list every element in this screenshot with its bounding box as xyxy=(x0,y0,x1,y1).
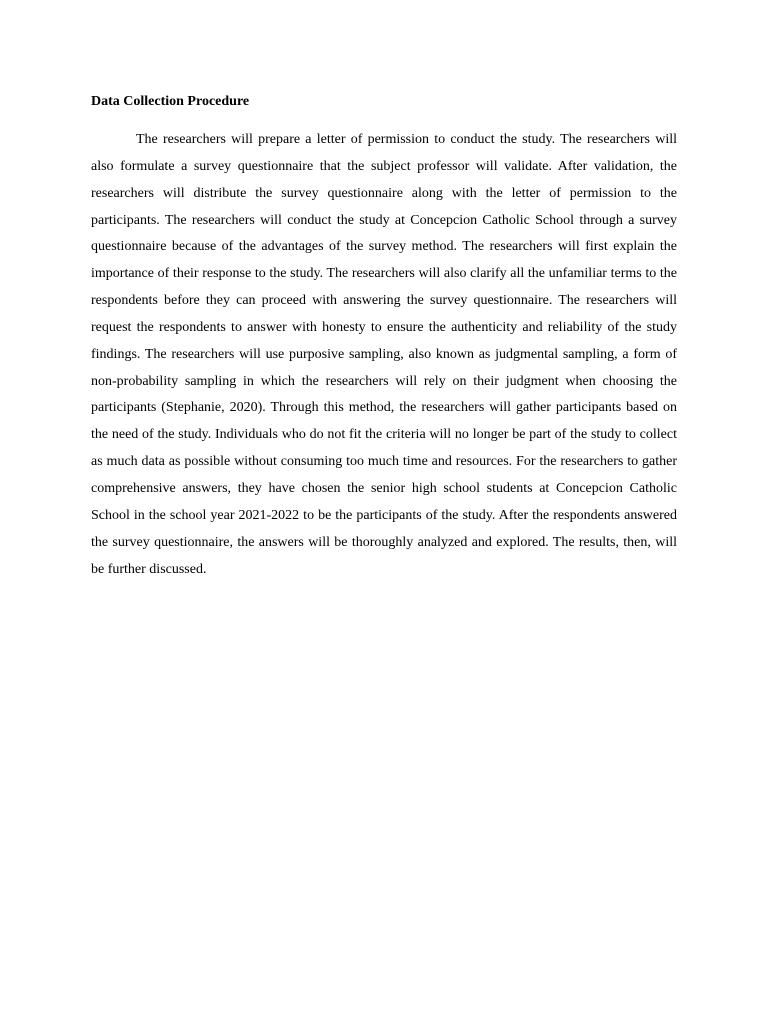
section-heading: Data Collection Procedure xyxy=(91,94,250,109)
body-paragraph: The researchers will prepare a letter of permission to conduct the study. The researchers will also formulate a survey questionnaire that the subject professor will validate. After validation, the researchers will distribute the survey questionnaire along with the letter of permission to the participants. The researchers will conduct the study at Concepcion Catholic School through a survey questionnaire because of the advantages of the survey method. The researchers will first explain the importance of their response to the study. The researchers will also clarify all the unfamiliar terms to the respondents before they can proceed with answering the survey questionnaire. The researchers will request the respondents to answer with honesty to ensure the authenticity and reliability of the study findings. The researchers will use purposive sampling, also known as judgmental sampling, a form of non-probability sampling in which the researchers will rely on their judgment when choosing the participants (Stephanie, 2020). Through this method, the researchers will gather participants based on the need of the study. Individuals who do not fit the criteria will no longer be part of the study to collect as much data as possible without consuming too much time and resources. For the researchers to gather comprehensive answers, they have chosen the senior high school students at Concepcion Catholic School in the school year 2021-2022 to be the participants of the study. After the respondents answered the survey questionnaire, the answers will be thoroughly analyzed and explored. The results, then, will be further discussed. xyxy=(91,132,677,577)
